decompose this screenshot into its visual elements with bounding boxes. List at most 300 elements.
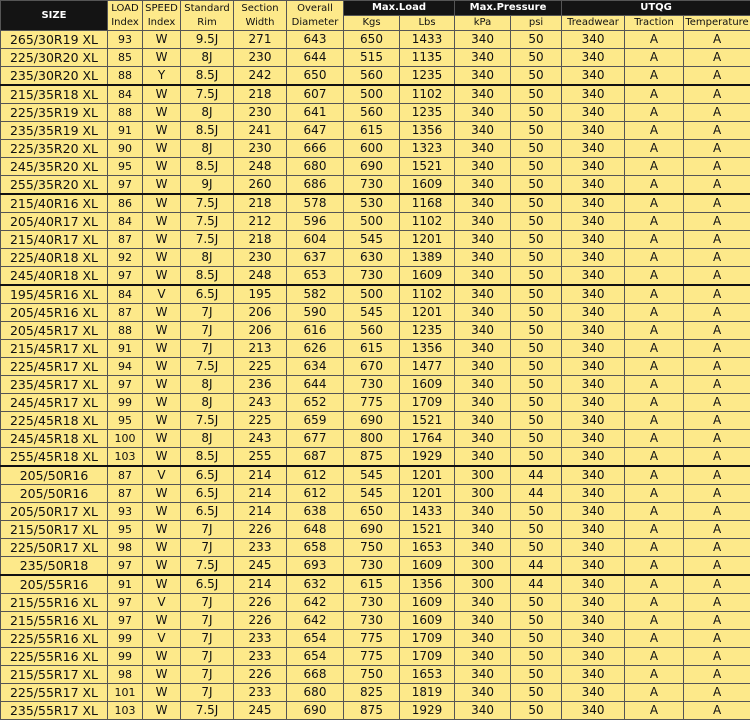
cell-max-pressure-kpa: 340 [455,376,511,394]
cell-max-load-kgs: 750 [344,666,400,684]
cell-max-load-lbs: 1389 [400,249,455,267]
cell-treadwear: 340 [562,557,625,576]
cell-max-load-kgs: 775 [344,648,400,666]
cell-speed-index: W [143,158,181,176]
cell-max-pressure-kpa: 300 [455,575,511,594]
cell-traction: A [625,213,684,231]
cell-speed-index: W [143,122,181,140]
cell-size: 225/50R17 XL [1,539,108,557]
cell-load-index: 88 [108,322,143,340]
cell-load-index: 97 [108,267,143,286]
table-row [1,466,750,485]
cell-load-index: 88 [108,67,143,86]
cell-treadwear: 340 [562,358,625,376]
cell-standard-rim: 6.5J [181,285,234,304]
cell-max-load-lbs: 1356 [400,340,455,358]
table-row [1,485,750,503]
cell-temperature: A [684,448,750,467]
cell-load-index: 87 [108,304,143,322]
cell-speed-index: W [143,612,181,630]
cell-standard-rim: 8J [181,430,234,448]
cell-max-pressure-psi: 50 [511,285,562,304]
cell-max-pressure-psi: 50 [511,176,562,195]
cell-overall-diameter: 644 [287,376,344,394]
cell-max-load-lbs: 1709 [400,394,455,412]
cell-section-width: 214 [234,485,287,503]
header-kpa: kPa [455,16,511,31]
cell-speed-index: V [143,594,181,612]
cell-max-pressure-kpa: 340 [455,122,511,140]
cell-max-pressure-psi: 50 [511,630,562,648]
cell-traction: A [625,648,684,666]
cell-max-load-lbs: 1521 [400,158,455,176]
cell-speed-index: W [143,31,181,49]
cell-traction: A [625,666,684,684]
cell-size: 215/55R17 XL [1,666,108,684]
cell-temperature: A [684,285,750,304]
cell-treadwear: 340 [562,267,625,286]
cell-traction: A [625,612,684,630]
table-row [1,358,750,376]
cell-speed-index: W [143,140,181,158]
table-row [1,630,750,648]
cell-section-width: 245 [234,702,287,720]
cell-max-load-lbs: 1356 [400,575,455,594]
cell-temperature: A [684,412,750,430]
cell-max-pressure-psi: 50 [511,684,562,702]
cell-load-index: 84 [108,285,143,304]
cell-max-pressure-psi: 50 [511,430,562,448]
cell-treadwear: 340 [562,666,625,684]
cell-treadwear: 340 [562,322,625,340]
header-section-width-line1: Section [241,3,278,14]
cell-overall-diameter: 690 [287,702,344,720]
cell-size: 255/45R18 XL [1,448,108,467]
cell-traction: A [625,485,684,503]
cell-overall-diameter: 612 [287,466,344,485]
cell-load-index: 103 [108,448,143,467]
cell-standard-rim: 8J [181,394,234,412]
cell-traction: A [625,702,684,720]
cell-temperature: A [684,612,750,630]
cell-section-width: 260 [234,176,287,195]
cell-overall-diameter: 654 [287,648,344,666]
cell-size: 225/35R19 XL [1,104,108,122]
cell-load-index: 93 [108,31,143,49]
cell-load-index: 103 [108,702,143,720]
cell-traction: A [625,158,684,176]
table-row [1,176,750,195]
cell-max-load-lbs: 1609 [400,594,455,612]
cell-max-pressure-kpa: 340 [455,249,511,267]
cell-load-index: 87 [108,466,143,485]
cell-size: 235/30R20 XL [1,67,108,86]
table-row [1,702,750,720]
cell-traction: A [625,557,684,576]
cell-treadwear: 340 [562,249,625,267]
cell-treadwear: 340 [562,194,625,213]
table-row [1,85,750,104]
cell-treadwear: 340 [562,702,625,720]
cell-section-width: 230 [234,140,287,158]
cell-max-load-lbs: 1235 [400,322,455,340]
cell-size: 225/45R17 XL [1,358,108,376]
cell-traction: A [625,448,684,467]
cell-max-pressure-kpa: 340 [455,213,511,231]
cell-treadwear: 340 [562,684,625,702]
cell-max-pressure-psi: 50 [511,340,562,358]
cell-traction: A [625,31,684,49]
cell-treadwear: 340 [562,340,625,358]
header-max-load: Max.Load [344,1,455,16]
cell-temperature: A [684,485,750,503]
cell-treadwear: 340 [562,376,625,394]
cell-size: 225/45R18 XL [1,412,108,430]
cell-standard-rim: 7.5J [181,702,234,720]
cell-overall-diameter: 666 [287,140,344,158]
cell-max-pressure-psi: 50 [511,448,562,467]
table-row [1,122,750,140]
cell-treadwear: 340 [562,503,625,521]
header-temperature: Temperature [684,16,750,31]
cell-max-load-kgs: 730 [344,612,400,630]
cell-overall-diameter: 582 [287,285,344,304]
cell-max-pressure-psi: 50 [511,394,562,412]
cell-temperature: A [684,267,750,286]
cell-traction: A [625,194,684,213]
cell-speed-index: V [143,630,181,648]
table-row [1,194,750,213]
cell-max-load-lbs: 1135 [400,49,455,67]
cell-overall-diameter: 668 [287,666,344,684]
cell-temperature: A [684,594,750,612]
cell-section-width: 233 [234,539,287,557]
cell-standard-rim: 8J [181,104,234,122]
cell-size: 205/50R17 XL [1,503,108,521]
cell-speed-index: W [143,176,181,195]
cell-speed-index: W [143,503,181,521]
table-row [1,340,750,358]
cell-temperature: A [684,539,750,557]
cell-overall-diameter: 643 [287,31,344,49]
cell-overall-diameter: 642 [287,594,344,612]
cell-load-index: 97 [108,612,143,630]
cell-size: 205/50R16 [1,485,108,503]
cell-traction: A [625,49,684,67]
cell-size: 245/40R18 XL [1,267,108,286]
cell-overall-diameter: 654 [287,630,344,648]
cell-section-width: 233 [234,648,287,666]
header-standard-rim-line2: Rim [197,17,216,28]
cell-speed-index: W [143,684,181,702]
cell-overall-diameter: 612 [287,485,344,503]
cell-traction: A [625,85,684,104]
cell-overall-diameter: 680 [287,158,344,176]
cell-max-load-kgs: 615 [344,122,400,140]
cell-size: 235/50R18 [1,557,108,576]
cell-temperature: A [684,49,750,67]
cell-max-load-lbs: 1433 [400,31,455,49]
cell-max-pressure-psi: 50 [511,322,562,340]
cell-traction: A [625,466,684,485]
cell-standard-rim: 8.5J [181,122,234,140]
cell-max-load-lbs: 1929 [400,702,455,720]
cell-traction: A [625,267,684,286]
cell-speed-index: W [143,539,181,557]
cell-section-width: 230 [234,104,287,122]
cell-treadwear: 340 [562,140,625,158]
cell-temperature: A [684,340,750,358]
cell-section-width: 248 [234,267,287,286]
cell-load-index: 86 [108,194,143,213]
header-standard-rim [181,1,234,31]
cell-standard-rim: 7J [181,612,234,630]
cell-load-index: 91 [108,575,143,594]
cell-max-pressure-kpa: 340 [455,412,511,430]
cell-traction: A [625,376,684,394]
cell-section-width: 255 [234,448,287,467]
header-treadwear: Treadwear [562,16,625,31]
cell-max-load-kgs: 560 [344,67,400,86]
cell-size: 215/35R18 XL [1,85,108,104]
cell-max-load-kgs: 730 [344,176,400,195]
cell-max-pressure-psi: 44 [511,485,562,503]
cell-speed-index: W [143,340,181,358]
cell-max-load-lbs: 1609 [400,376,455,394]
cell-max-pressure-kpa: 340 [455,612,511,630]
cell-max-pressure-kpa: 340 [455,648,511,666]
cell-treadwear: 340 [562,304,625,322]
cell-size: 215/55R16 XL [1,594,108,612]
cell-max-pressure-kpa: 340 [455,358,511,376]
cell-size: 235/55R17 XL [1,702,108,720]
cell-section-width: 214 [234,466,287,485]
cell-traction: A [625,104,684,122]
cell-traction: A [625,285,684,304]
cell-max-load-kgs: 875 [344,702,400,720]
cell-max-load-lbs: 1201 [400,466,455,485]
cell-max-pressure-kpa: 340 [455,158,511,176]
cell-size: 205/45R17 XL [1,322,108,340]
cell-traction: A [625,140,684,158]
cell-traction: A [625,394,684,412]
cell-standard-rim: 8J [181,49,234,67]
cell-traction: A [625,340,684,358]
cell-treadwear: 340 [562,104,625,122]
cell-section-width: 206 [234,322,287,340]
cell-speed-index: W [143,648,181,666]
cell-size: 225/55R17 XL [1,684,108,702]
cell-max-pressure-psi: 50 [511,702,562,720]
cell-max-pressure-psi: 44 [511,466,562,485]
cell-max-pressure-psi: 50 [511,304,562,322]
cell-speed-index: W [143,448,181,467]
table-row [1,249,750,267]
cell-max-load-kgs: 500 [344,85,400,104]
cell-section-width: 233 [234,684,287,702]
cell-section-width: 243 [234,430,287,448]
cell-overall-diameter: 638 [287,503,344,521]
cell-max-pressure-psi: 50 [511,267,562,286]
table-header [1,1,750,31]
cell-max-pressure-kpa: 340 [455,684,511,702]
cell-max-load-kgs: 630 [344,249,400,267]
cell-load-index: 84 [108,213,143,231]
cell-max-load-kgs: 825 [344,684,400,702]
cell-max-load-kgs: 560 [344,322,400,340]
cell-max-load-kgs: 750 [344,539,400,557]
cell-speed-index: W [143,49,181,67]
cell-speed-index: W [143,557,181,576]
cell-standard-rim: 7.5J [181,85,234,104]
cell-size: 245/35R20 XL [1,158,108,176]
header-section-width-line2: Width [245,17,274,28]
cell-size: 215/40R17 XL [1,231,108,249]
cell-treadwear: 340 [562,85,625,104]
cell-max-pressure-psi: 50 [511,503,562,521]
cell-load-index: 97 [108,557,143,576]
cell-max-pressure-kpa: 340 [455,702,511,720]
cell-max-pressure-kpa: 340 [455,539,511,557]
cell-size: 235/45R17 XL [1,376,108,394]
cell-overall-diameter: 652 [287,394,344,412]
cell-section-width: 225 [234,358,287,376]
header-speed-index-line1: SPEED [145,3,178,14]
table-row [1,666,750,684]
table-row [1,394,750,412]
cell-size: 225/40R18 XL [1,249,108,267]
cell-temperature: A [684,304,750,322]
cell-load-index: 99 [108,630,143,648]
cell-max-load-lbs: 1609 [400,557,455,576]
cell-overall-diameter: 596 [287,213,344,231]
cell-speed-index: W [143,485,181,503]
cell-overall-diameter: 677 [287,430,344,448]
cell-max-pressure-kpa: 340 [455,340,511,358]
cell-treadwear: 340 [562,648,625,666]
cell-temperature: A [684,557,750,576]
cell-section-width: 218 [234,85,287,104]
cell-size: 205/55R16 [1,575,108,594]
cell-max-load-lbs: 1102 [400,213,455,231]
cell-standard-rim: 7J [181,322,234,340]
cell-speed-index: W [143,666,181,684]
cell-max-pressure-psi: 50 [511,648,562,666]
cell-traction: A [625,67,684,86]
cell-max-pressure-kpa: 300 [455,485,511,503]
cell-section-width: 218 [234,231,287,249]
cell-standard-rim: 6.5J [181,466,234,485]
cell-temperature: A [684,158,750,176]
cell-max-load-lbs: 1323 [400,140,455,158]
cell-max-pressure-psi: 44 [511,557,562,576]
cell-max-pressure-psi: 50 [511,85,562,104]
table-row [1,322,750,340]
table-row [1,430,750,448]
cell-max-pressure-kpa: 340 [455,267,511,286]
cell-overall-diameter: 604 [287,231,344,249]
cell-standard-rim: 7J [181,648,234,666]
cell-overall-diameter: 693 [287,557,344,576]
cell-traction: A [625,575,684,594]
cell-max-load-lbs: 1521 [400,521,455,539]
header-lbs: Lbs [400,16,455,31]
cell-overall-diameter: 644 [287,49,344,67]
cell-temperature: A [684,466,750,485]
cell-max-load-kgs: 500 [344,213,400,231]
cell-max-load-kgs: 615 [344,340,400,358]
cell-max-load-lbs: 1168 [400,194,455,213]
header-psi: psi [511,16,562,31]
cell-traction: A [625,122,684,140]
cell-max-pressure-psi: 50 [511,158,562,176]
cell-max-load-lbs: 1609 [400,176,455,195]
table-row [1,285,750,304]
cell-max-pressure-psi: 50 [511,612,562,630]
cell-overall-diameter: 687 [287,448,344,467]
cell-max-pressure-kpa: 340 [455,322,511,340]
cell-size: 215/55R16 XL [1,612,108,630]
cell-standard-rim: 8.5J [181,67,234,86]
cell-section-width: 245 [234,557,287,576]
cell-standard-rim: 7J [181,340,234,358]
cell-temperature: A [684,176,750,195]
cell-size: 245/45R18 XL [1,430,108,448]
cell-overall-diameter: 641 [287,104,344,122]
cell-traction: A [625,521,684,539]
cell-max-pressure-psi: 50 [511,249,562,267]
cell-size: 215/45R17 XL [1,340,108,358]
cell-max-pressure-psi: 50 [511,521,562,539]
cell-speed-index: W [143,430,181,448]
cell-max-load-lbs: 1477 [400,358,455,376]
cell-max-load-kgs: 650 [344,503,400,521]
cell-standard-rim: 8J [181,249,234,267]
cell-max-load-kgs: 530 [344,194,400,213]
cell-standard-rim: 7J [181,539,234,557]
cell-max-pressure-psi: 50 [511,213,562,231]
cell-max-pressure-kpa: 340 [455,49,511,67]
table-row [1,539,750,557]
header-overall-diameter-line2: Diameter [292,17,339,28]
cell-size: 205/50R16 [1,466,108,485]
cell-temperature: A [684,376,750,394]
cell-max-pressure-psi: 50 [511,666,562,684]
cell-temperature: A [684,231,750,249]
cell-max-load-kgs: 730 [344,267,400,286]
cell-max-load-lbs: 1764 [400,430,455,448]
cell-size: 235/35R19 XL [1,122,108,140]
cell-max-load-kgs: 545 [344,466,400,485]
header-load-index-line1: LOAD [111,3,138,14]
cell-overall-diameter: 648 [287,521,344,539]
cell-temperature: A [684,194,750,213]
table-row [1,104,750,122]
cell-load-index: 92 [108,249,143,267]
table-row [1,213,750,231]
cell-max-pressure-psi: 50 [511,31,562,49]
cell-size: 215/40R16 XL [1,194,108,213]
cell-max-load-kgs: 690 [344,158,400,176]
cell-load-index: 94 [108,358,143,376]
header-load-index [108,1,143,31]
table-row [1,304,750,322]
cell-max-load-lbs: 1819 [400,684,455,702]
cell-temperature: A [684,67,750,86]
cell-overall-diameter: 616 [287,322,344,340]
cell-standard-rim: 7J [181,684,234,702]
cell-section-width: 243 [234,394,287,412]
